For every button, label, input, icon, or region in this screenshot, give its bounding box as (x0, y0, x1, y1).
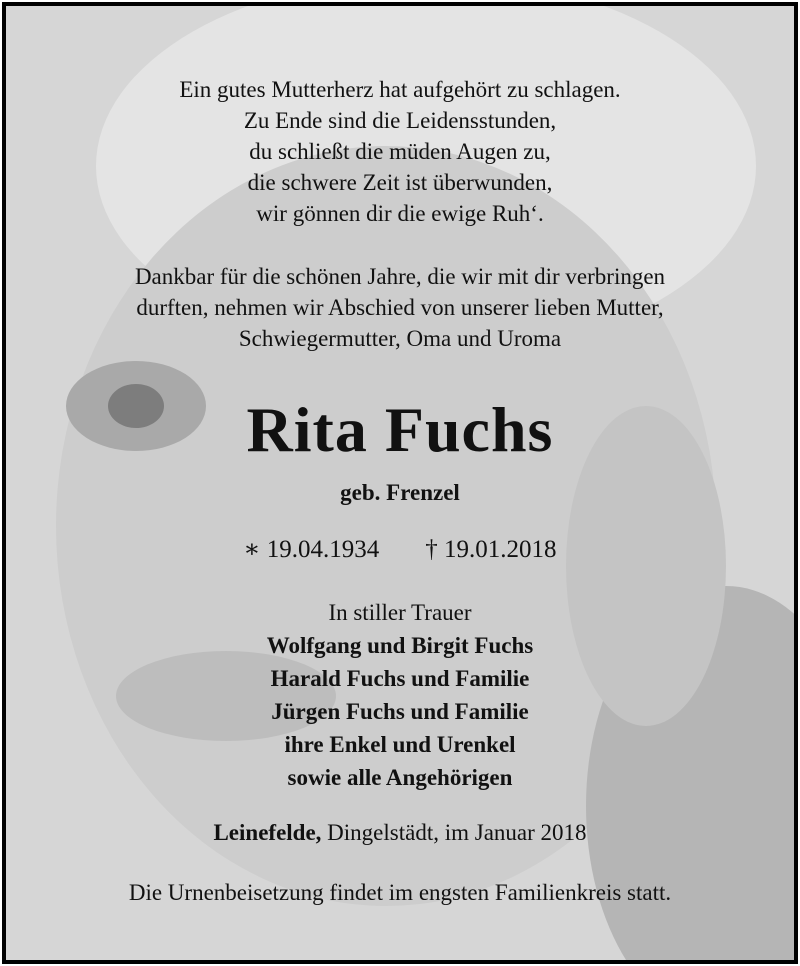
obituary-frame (2, 2, 798, 964)
thanks-line: Dankbar für die schönen Jahre, die wir mit dir verbringen (134, 264, 666, 289)
mourner-name: Wolfgang und Birgit Fuchs (266, 633, 534, 658)
poem-line: die schwere Zeit ist überwunden, (247, 170, 553, 195)
burial-note: Die Urnenbeisetzung findet im engsten Familienkreis statt. (128, 880, 672, 905)
obituary-content (6, 6, 794, 960)
poem (6, 74, 794, 229)
mourners-intro: In stiller Trauer (328, 600, 472, 625)
thanks-paragraph (6, 261, 794, 354)
mourner-name: sowie alle Angehörigen (287, 765, 513, 790)
birth-date: ∗ 19.04.1934 (243, 536, 380, 563)
mourner-name: ihre Enkel und Urenkel (284, 732, 516, 757)
mourner-name: Harald Fuchs und Familie (270, 666, 530, 691)
poem-line: wir gönnen dir die ewige Ruh‘. (256, 201, 544, 226)
poem-line: du schließt die müden Augen zu, (249, 139, 551, 164)
poem-line: Zu Ende sind die Leidensstunden, (243, 108, 557, 133)
mourners (6, 596, 794, 794)
place-city: Leinefelde, (213, 820, 322, 845)
place-date (6, 820, 794, 846)
deceased-name: Rita Fuchs (246, 394, 554, 465)
birth-name: geb. Frenzel (340, 480, 460, 505)
poem-line: Ein gutes Mutterherz hat aufgehört zu schlagen. (179, 77, 621, 102)
thanks-line: Schwiegermutter, Oma und Uroma (238, 326, 562, 351)
thanks-line: durften, nehmen wir Abschied von unserer lieben Mutter, (136, 295, 664, 320)
mourner-name: Jürgen Fuchs und Familie (271, 699, 529, 724)
place-rest: Dingelstädt, im Januar 2018 (321, 820, 587, 845)
death-date: † 19.01.2018 (425, 536, 557, 563)
life-dates (6, 534, 794, 564)
